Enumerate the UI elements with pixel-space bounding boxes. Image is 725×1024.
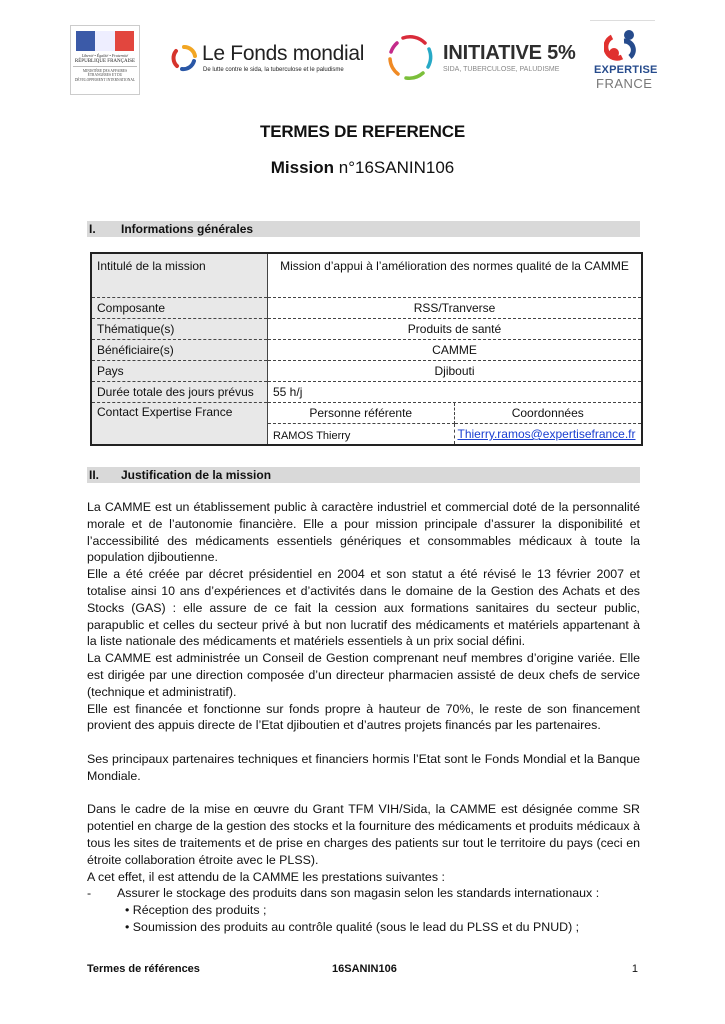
row-value: CAMME [268,340,643,361]
dash-marker: - [87,886,92,901]
row-value: Produits de santé [268,319,643,340]
initiative-ring-icon [385,32,435,82]
bullet-list-item [87,919,640,936]
contact-header-coordinates: Coordonnées [455,403,642,424]
bullet-text: Réception des produits ; [132,903,267,918]
fonds-mondial-icon [170,44,198,72]
republique-francaise-logo [70,25,140,95]
contact-header-person: Personne référente [268,403,455,424]
paragraph: Dans le cadre de la mise en œuvre du Grant TFM VIH/Sida, la CAMME est désignée comme SR potentiel en charge de la gestion des stocks et la fourniture des médicaments et produits médicaux à tous les sites de traitements et de prise en charges des patients sur tout le territoire du pays (ceci en étroite collaboration étroite avec le PLSS). [87,802,640,867]
initiative-subtitle: SIDA, TUBERCULOSE, PALUDISME [443,66,560,73]
paragraph: La CAMME est un établissement public à caractère industriel et commercial doté de la personnalité morale et de l’autonomie financière. Elle a pour mission principale d’assurer la disponibilité et l’accessibilité des médicaments essentiels génériques et consommables médicaux à toute la population djiboutienne. [87,500,640,565]
subtitle-bold: Mission [270,158,335,177]
paragraph: Elle est financée et fonctionne sur fonds propre à hauteur de 70%, le reste de son financement provient des appuis directe de l’Etat djiboutien et d’autres projets financés par les partenaires. [87,701,640,733]
mission-number: n°16SANIN106 [334,158,455,177]
contact-grid [268,403,641,444]
table-row [91,298,642,319]
row-label: Durée totale des jours prévus [91,382,268,403]
contact-email-link[interactable]: Thierry.ramos@expertisefrance.fr [457,427,636,441]
contact-person: RAMOS Thierry [268,424,455,444]
bullet-list-item [87,902,640,919]
section-number: II. [89,468,100,482]
row-label: Contact Expertise France [91,403,268,446]
paragraph: A cet effet, il est attendu de la CAMME les prestations suivantes : [87,869,445,884]
row-label: Bénéficiaire(s) [91,340,268,361]
initiative-5-logo [385,32,576,88]
contact-email-cell [455,424,642,444]
rf-motto: Liberté • Égalité • Fraternité [81,53,129,58]
bullet-icon: • [125,919,130,934]
section-header-informations [87,221,640,237]
rf-ministry: MINISTÈRE DES AFFAIRES ÉTRANGÈRES ET DU DÉVELOPPEMENT INTERNATIONAL [74,69,136,82]
rf-name: RÉPUBLIQUE FRANÇAISE [73,59,137,67]
row-label: Composante [91,298,268,319]
contact-cell [268,403,643,446]
section-label: Informations générales [121,222,254,236]
paragraph: Elle a été créée par décret présidentiel en 2004 et son statut a été révisé le 13 février 2007 et totalise ainsi 10 ans d’expériences et d’activités dans le domaine de la Gestion des Achats et des Stocks (GAS) : elle assure de ce fait la cession aux formations sanitaires du secteur public, parapublic et celles du secteur privé à but non lucratif des médicaments et matériels appartenant à la liste nationale des médicaments et matériels essentiels à un prix social défini. [87,567,640,649]
section-number: I. [89,222,96,236]
bullet-text: Soumission des produits au contrôle qualité (sous le lead du PLSS et du PNUD) ; [132,919,580,934]
logo-bar [70,20,658,95]
paragraph: La CAMME est administrée un Conseil de Gestion comprenant neuf membres d’origine variée. Elle est dirigée par une direction composée d’un directeur pharmacien assisté de deux chefs de service (technique et administratif). [87,651,640,699]
justification-body [87,499,640,936]
row-value: RSS/Tranverse [268,298,643,319]
row-value: Djibouti [268,361,643,382]
table-row [91,319,642,340]
expertise-france-logo [590,20,658,96]
row-label: Pays [91,361,268,382]
bullet-icon: • [125,903,130,918]
expertise-line2: FRANCE [596,76,653,91]
dash-list-item [87,885,640,902]
dash-item-text: Assurer le stockage des produits dans son magasin selon les standards internationaux : [117,886,600,901]
document-title: TERMES DE REFERENCE [260,122,465,141]
page-footer [87,963,640,977]
table-row [91,253,642,298]
table-row [91,361,642,382]
paragraph: Ses principaux partenaires techniques et financiers hormis l’Etat sont le Fonds Mondial et la Banque Mondiale. [87,751,640,783]
row-label: Intitulé de la mission [91,253,268,298]
section-label: Justification de la mission [121,468,272,482]
fonds-mondial-title: Le Fonds mondial [202,42,365,65]
row-value: 55 h/j [268,382,643,403]
table-row [91,340,642,361]
row-value: Mission d’appui à l’amélioration des normes qualité de la CAMME [268,253,643,298]
fonds-mondial-subtitle: De lutte contre le sida, la tuberculose et le paludisme [203,67,344,73]
expertise-france-icon [604,29,640,61]
fonds-mondial-logo [170,42,365,82]
row-label: Thématique(s) [91,319,268,340]
table-row-contact [91,403,642,446]
section-header-justification [87,467,640,483]
marianne-flag-icon [76,31,134,51]
footer-doc-type: Termes de références [87,963,200,975]
document-subtitle [0,158,725,178]
initiative-title: INITIATIVE 5% [443,42,576,64]
table-row [91,382,642,403]
info-table [90,252,643,446]
expertise-line1: EXPERTISE [594,64,658,76]
page-number: 1 [631,963,638,975]
footer-reference: 16SANIN106 [332,963,397,975]
